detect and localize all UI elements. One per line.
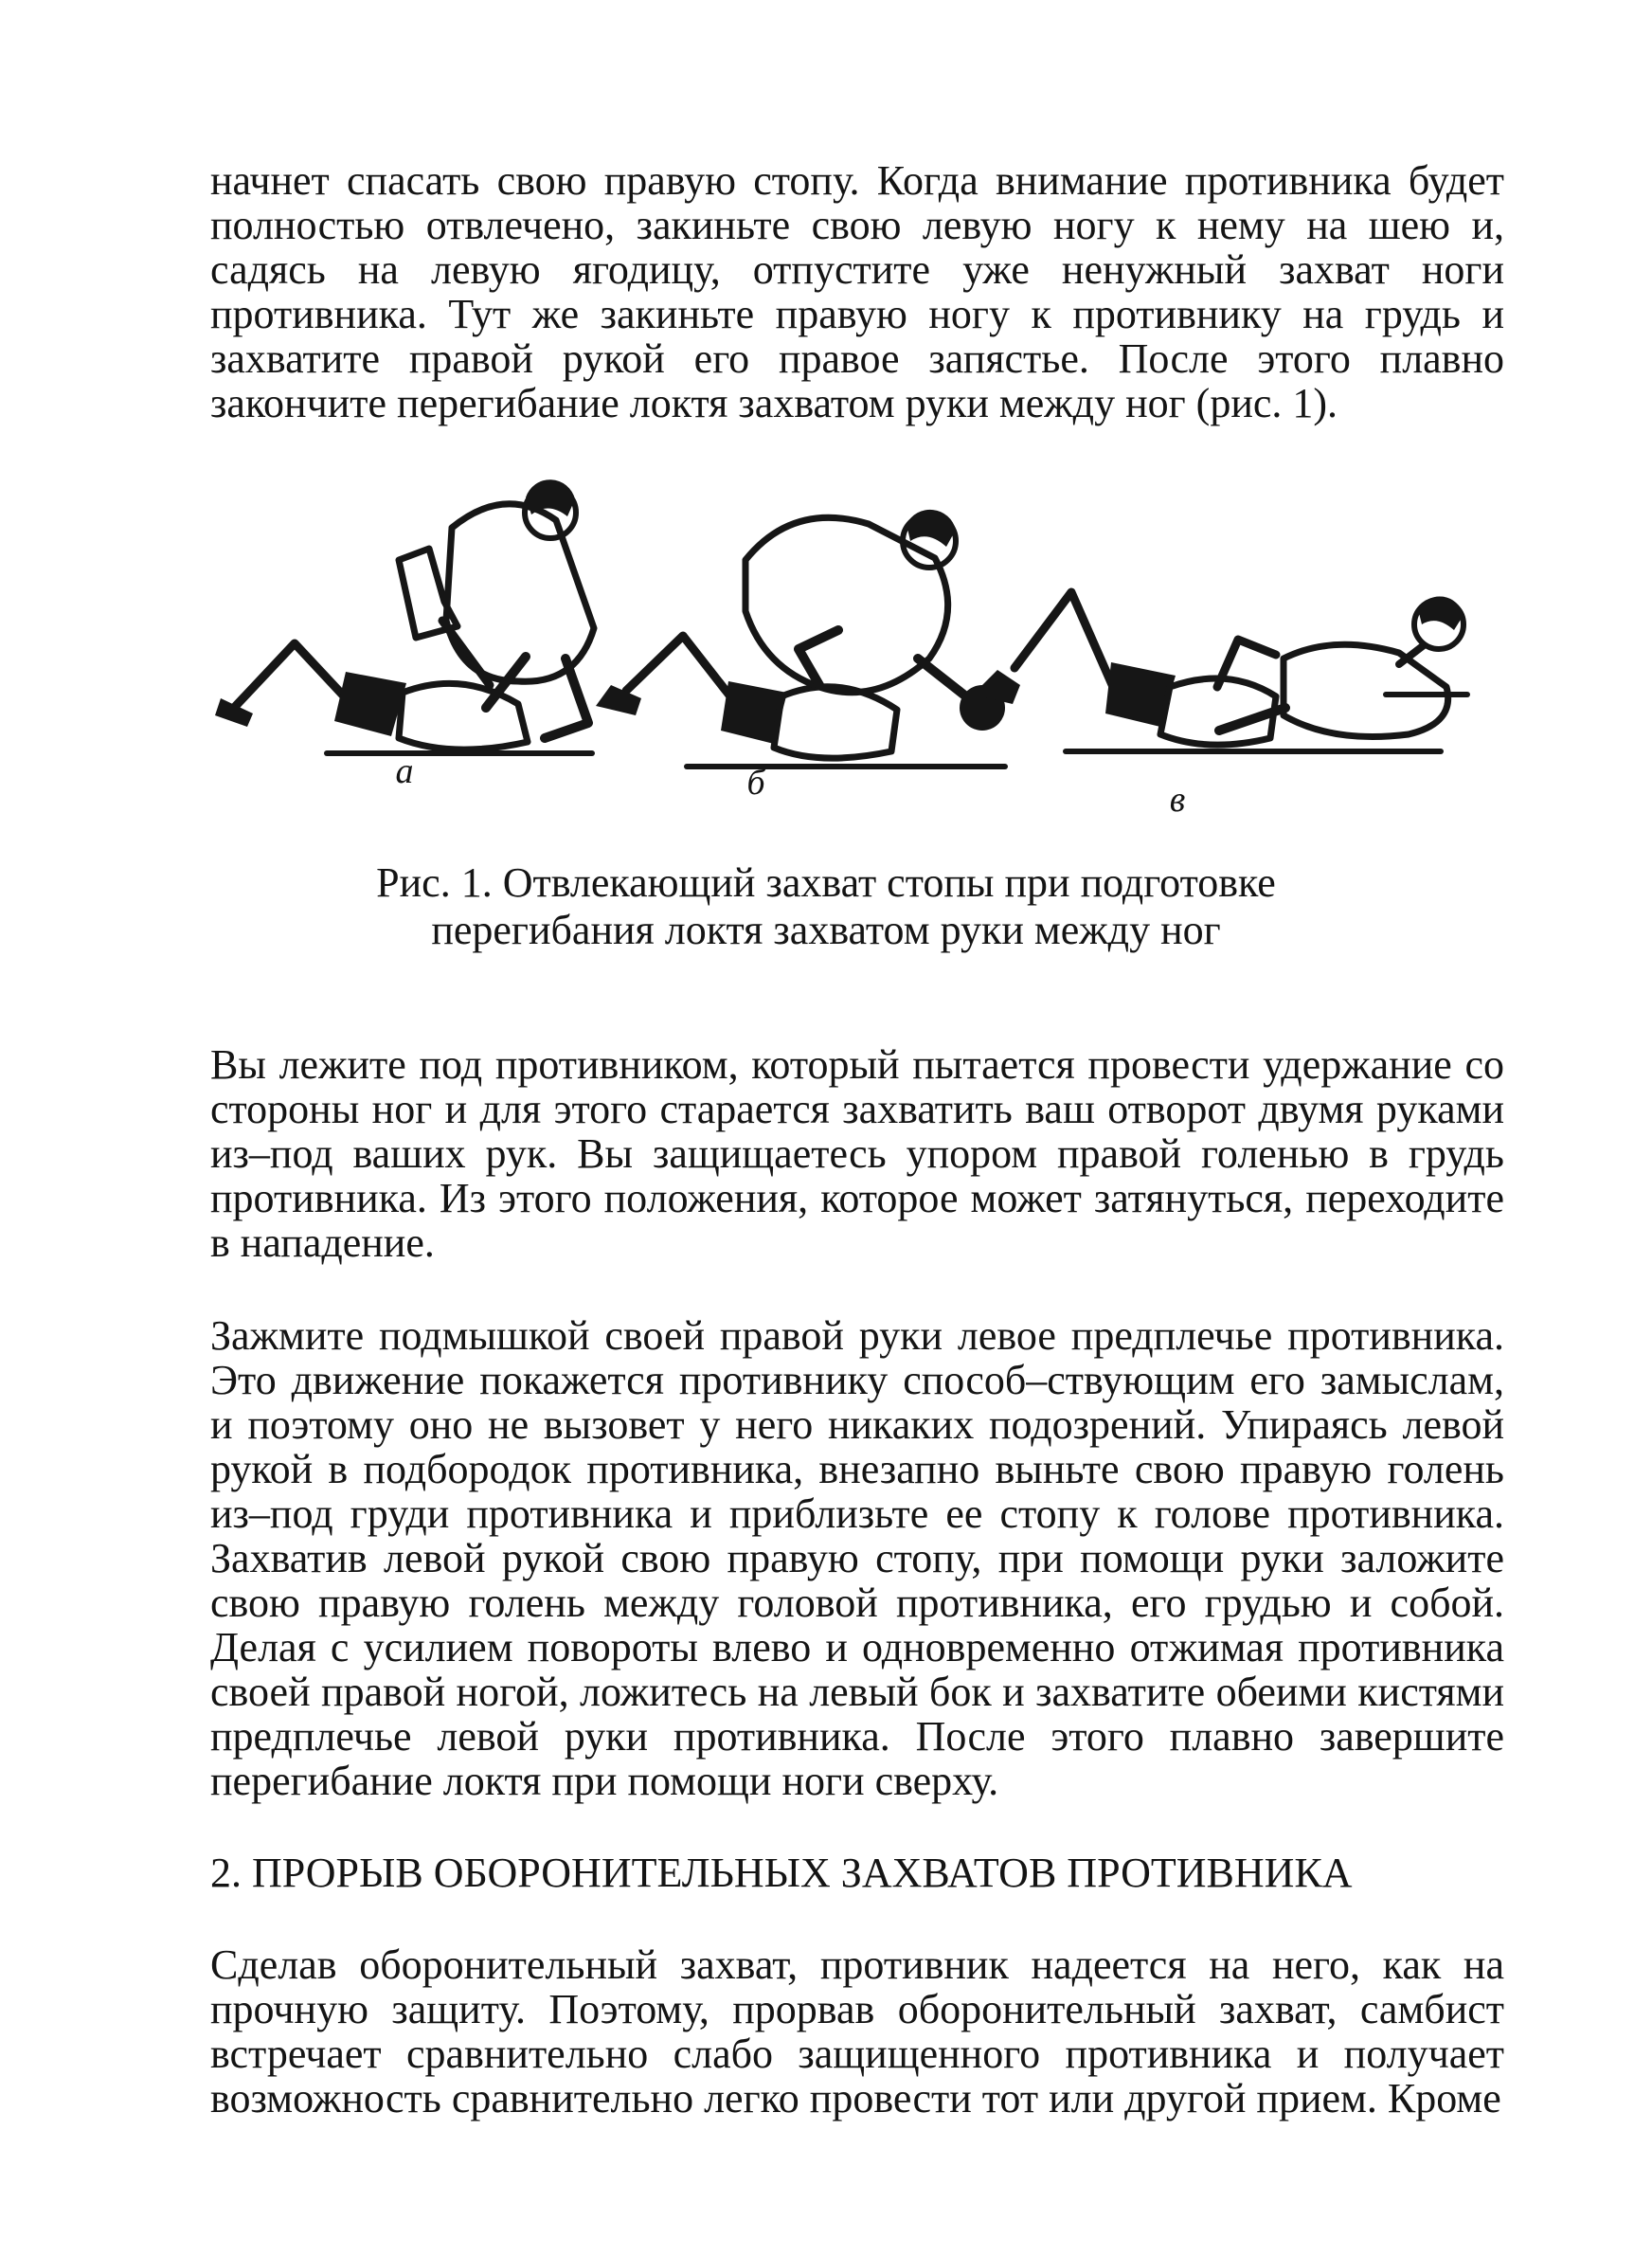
figure-1 xyxy=(213,469,1473,829)
figure-label-v: в xyxy=(1169,780,1186,820)
figure-label-b: б xyxy=(746,763,765,803)
wrestling-figures-drawing xyxy=(213,469,1473,782)
figure-caption-line1: Рис. 1. Отвлекающий захват стопы при подготовке xyxy=(376,859,1276,906)
figure-scene-b xyxy=(596,510,1005,767)
paragraph-technique-finish: начнет спасать свою правую стопу. Когда внимание противника будет полностью отвлечено, закиньте свою левую ногу к нему на шею и, садясь на левую ягодицу, отпустите уже ненужный захват ноги противника. Тут же закиньте правую ногу к противнику на грудь и захватите правой рукой его правое запястье. После этого плавно закончите перегибание локтя захватом руки между ног (рис. 1). xyxy=(210,157,1504,426)
paragraph-attack-sequence: Зажмите подмышкой своей правой руки левое предплечье противника. Это движение покажется противнику способ–ствующим его замыслам, и поэтому оно не вызовет у него никаких подозрений. Упираясь левой рукой в подбородок противника, внезапно выньте свою правую голень из–под груди противника и приблизьте ее стопу к голове противника. Захватив левой рукой свою правую стопу, при помощи руки заложите свою правую голень между головой противника, его грудью и собой. Делая с усилием повороты влево и одновременно отжимая противника своей правой ногой, ложитесь на левый бок и захватите обеими кистями предплечье левой руки противника. После этого плавно завершите перегибание локтя при помощи ноги сверху. xyxy=(210,1312,1504,1804)
section-heading: 2. ПРОРЫВ ОБОРОНИТЕЛЬНЫХ ЗАХВАТОВ ПРОТИВНИКА xyxy=(210,1850,1353,1896)
figure-scene-c xyxy=(973,592,1467,751)
paragraph-defense-position: Вы лежите под противником, который пытается провести удержание со стороны ног и для этого старается захватить ваш отворот двумя руками из–под ваших рук. Вы защищаетесь упором правой голенью в грудь противника. Из этого положения, которое может затянуться, переходите в нападение. xyxy=(210,1041,1504,1266)
figure-scene-a xyxy=(215,479,594,753)
figure-caption-line2: перегибания локтя захватом руки между ног xyxy=(431,907,1221,953)
figure-caption xyxy=(0,859,1652,954)
paragraph-section2-intro: Сделав оборонительный захват, противник надеется на него, как на прочную защиту. Поэтому, прорвав оборонительный захват, самбист встречает сравнительно слабо защищенного противника и получает возможность сравнительно легко провести тот или другой прием. Кроме xyxy=(210,1941,1504,2122)
figure-label-a: а xyxy=(395,751,414,791)
